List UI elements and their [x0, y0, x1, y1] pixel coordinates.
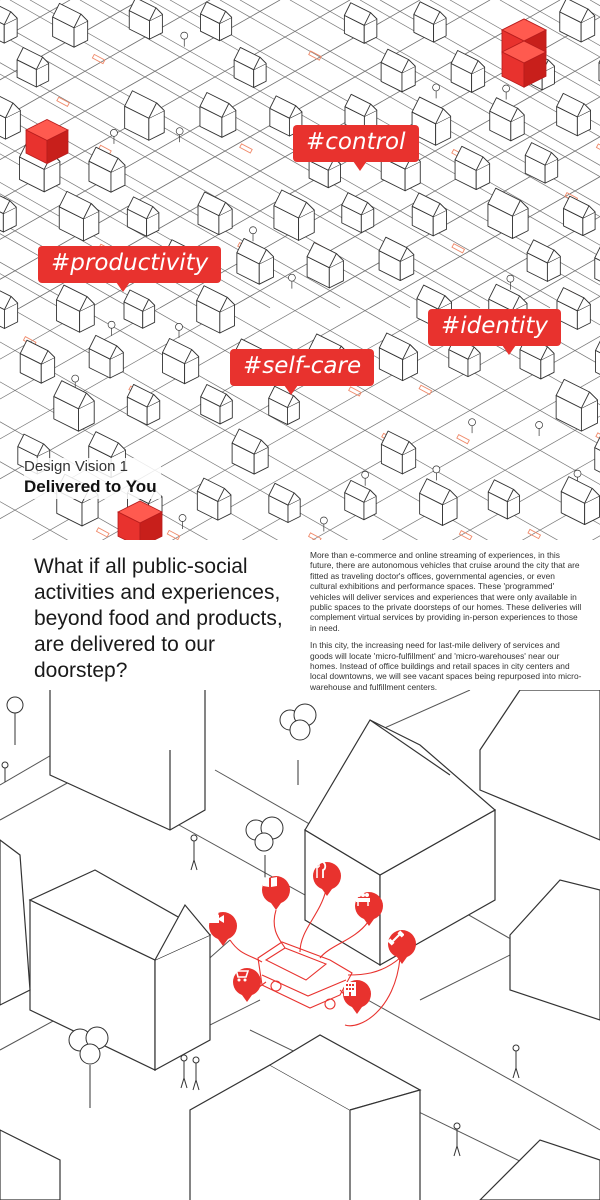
- house: [490, 98, 524, 141]
- pedestrian: [513, 1045, 519, 1078]
- street-edge: [420, 950, 520, 1000]
- house: [57, 285, 95, 332]
- house: [198, 192, 232, 235]
- hashtag-productivity-bubble: [38, 246, 221, 283]
- street-scene-drawing: [0, 690, 600, 1200]
- bench-mark: [92, 54, 104, 63]
- fitness-pin: [388, 930, 416, 958]
- house: [488, 480, 519, 519]
- small-tree: [536, 421, 543, 436]
- house: [197, 478, 231, 520]
- small-tree: [250, 227, 257, 242]
- small-tree: [469, 419, 476, 434]
- bench-mark: [452, 244, 464, 253]
- house: [124, 290, 155, 328]
- house: [53, 3, 88, 47]
- delivery-vehicle: [258, 942, 352, 1008]
- small-tree: [181, 32, 188, 47]
- vehicle-wheel: [271, 981, 281, 991]
- house: [379, 237, 414, 280]
- house: [234, 47, 266, 87]
- house: [564, 196, 596, 235]
- house: [17, 48, 49, 87]
- hashtag-selfcare-text: #self-care: [243, 353, 362, 379]
- bench-mark: [309, 51, 321, 60]
- shopping-cart-icon: [233, 968, 249, 982]
- house: [20, 340, 54, 383]
- bottom-left-house: [0, 1130, 60, 1200]
- house: [381, 431, 415, 474]
- small-tree: [433, 466, 440, 481]
- house: [345, 480, 376, 519]
- house: [381, 49, 415, 92]
- tree: [280, 704, 316, 785]
- intro-question: What if all public-social activities and experiences, beyond food and products, are delivered to our doorstep?: [34, 555, 283, 682]
- building-top-right: [480, 690, 600, 840]
- house: [379, 333, 417, 381]
- house: [274, 190, 314, 240]
- restaurant-pin: [313, 862, 341, 890]
- meeting-icon: [355, 892, 371, 906]
- bench-mark: [459, 531, 471, 540]
- delivery-vehicle-window: [266, 948, 326, 980]
- connector-line: [230, 940, 262, 962]
- hashtag-selfcare-bubble: [230, 349, 374, 386]
- bench-mark: [419, 385, 431, 394]
- bench-mark: [240, 144, 252, 153]
- bottom-right-house: [480, 1140, 600, 1200]
- design-vision-label: Design Vision 1: [24, 458, 128, 475]
- house: [237, 238, 274, 284]
- restaurant-icon: [313, 862, 327, 878]
- house: [557, 93, 591, 135]
- meeting-pin: [355, 892, 383, 920]
- house: [488, 188, 528, 238]
- bench-mark: [167, 530, 179, 539]
- small-tree: [320, 517, 327, 532]
- tree: [246, 817, 283, 880]
- hashtag-identity-text: #identity: [441, 313, 549, 339]
- office-building-icon: [343, 980, 357, 996]
- house: [269, 483, 300, 522]
- tree: [7, 697, 23, 745]
- bottom-house-side: [350, 1090, 420, 1200]
- fitness-icon: [388, 930, 404, 946]
- house: [162, 338, 198, 383]
- pedestrian: [2, 762, 8, 782]
- house: [527, 240, 560, 282]
- small-tree: [507, 275, 514, 290]
- pedestrian: [193, 1057, 199, 1090]
- house: [0, 191, 16, 232]
- house: [200, 92, 236, 137]
- house: [129, 0, 162, 39]
- vehicle-wheel: [325, 999, 335, 1009]
- house: [342, 193, 374, 233]
- house: [0, 286, 18, 328]
- house: [455, 146, 490, 189]
- office-building-pin: [343, 980, 371, 1008]
- bench-mark: [596, 144, 600, 153]
- book-pin: [262, 876, 290, 904]
- intro-paragraph-1: More than e-commerce and online streaming of experiences, in this future, there are autonomous vehicles that cruise around the city that are fitted as traveling doctor's offices, governmental agencies, or even cultural exhibitions and performance spaces. These 'programmed' vehicles will deliver services and experiences that were only available in public spaces to the private doorsteps of our homes. These deliveries will complement virtual services by providing in-person experiences to those in need.: [310, 550, 582, 633]
- intro-paragraph-2: In this city, the increasing need for last-mile delivery of services and goods will locate 'micro-fulfillment' and 'micro-warehouses' near our homes. Instead of office buildings and retail spaces in city centers and local downtowns, we will see vacant spaces being repurposed into micro-warehouse and fulfillment centers.: [310, 640, 582, 692]
- pedestrian: [191, 835, 197, 870]
- bench-mark: [349, 387, 361, 396]
- small-tree: [362, 471, 369, 486]
- house: [595, 432, 600, 481]
- building-top-left: [50, 690, 205, 830]
- far-left-house: [0, 840, 30, 1005]
- house: [560, 0, 595, 42]
- design-vision-title: Delivered to You: [24, 477, 157, 496]
- house: [557, 288, 590, 330]
- bench-mark: [97, 528, 109, 537]
- street-edge: [380, 690, 470, 730]
- house: [414, 2, 446, 42]
- video-camera-pin: [209, 912, 237, 940]
- small-tree: [433, 84, 440, 99]
- right-house: [510, 880, 600, 1020]
- house: [197, 286, 235, 333]
- neighborhood-illustration: [0, 0, 600, 540]
- book-icon: [262, 876, 278, 888]
- pedestrian: [181, 1055, 187, 1088]
- house: [420, 479, 457, 526]
- design-vision-caption: [24, 458, 161, 499]
- house: [200, 2, 231, 41]
- house: [232, 429, 268, 474]
- house: [412, 193, 446, 236]
- small-tree: [110, 129, 117, 144]
- house: [0, 91, 20, 139]
- hashtag-identity-bubble: [428, 309, 561, 346]
- shopping-cart-pin: [233, 968, 261, 996]
- house: [125, 91, 165, 140]
- small-tree: [503, 85, 510, 100]
- intro-section: [0, 540, 600, 690]
- delivery-vehicle-line: [262, 975, 346, 996]
- hashtag-control-bubble: [293, 125, 419, 162]
- street-scene-illustration: [0, 690, 600, 1200]
- hashtag-productivity-text: #productivity: [51, 250, 209, 276]
- house: [344, 3, 376, 44]
- street-line: [400, 0, 600, 540]
- bench-mark: [457, 435, 469, 444]
- house: [561, 477, 599, 525]
- house: [201, 384, 233, 423]
- tree: [69, 1027, 108, 1108]
- intro-body: [310, 550, 582, 699]
- house: [59, 191, 99, 240]
- house: [127, 197, 159, 236]
- pedestrian: [454, 1123, 460, 1156]
- small-tree: [108, 321, 115, 336]
- video-camera-icon: [209, 912, 225, 924]
- house: [0, 2, 17, 44]
- house: [595, 243, 600, 290]
- hashtag-control-text: #control: [306, 129, 406, 155]
- house: [89, 335, 123, 378]
